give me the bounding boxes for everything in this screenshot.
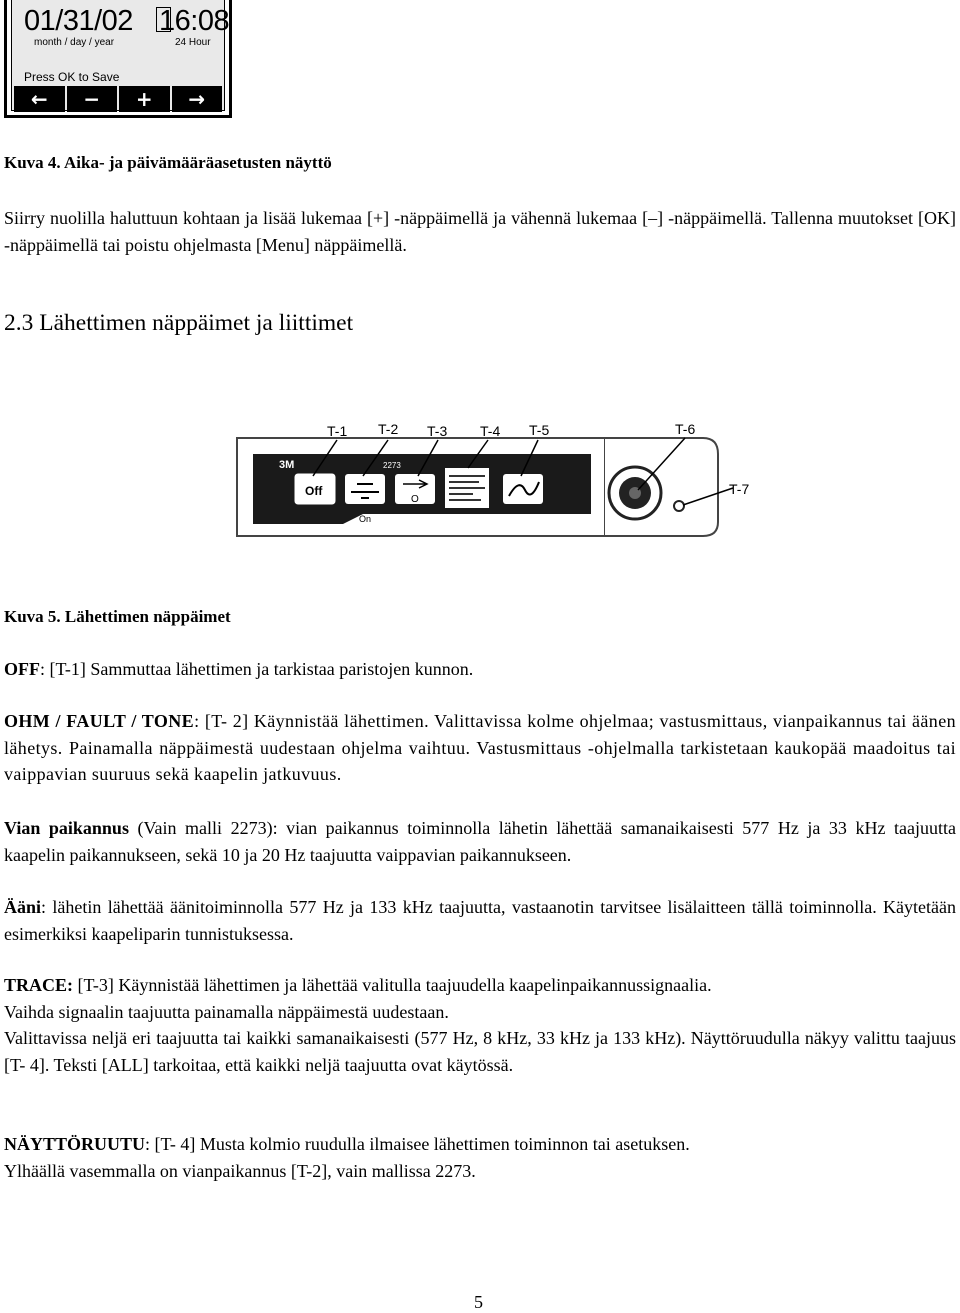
time-format-label: 24 Hour bbox=[175, 37, 211, 48]
vian-term: Vian paikannus bbox=[4, 818, 129, 838]
aani-term: Ääni bbox=[4, 897, 42, 917]
output-level-label: Output Level bbox=[499, 517, 539, 524]
section-heading: 2.3 Lähettimen näppäimet ja liittimet bbox=[4, 310, 354, 336]
naytto-paragraph bbox=[4, 1131, 956, 1184]
plus-icon[interactable]: + bbox=[119, 86, 170, 112]
off-button-label: Off bbox=[305, 484, 323, 498]
trace-term: TRACE: bbox=[4, 975, 74, 995]
trace-line2: Vaihda signaalin taajuutta painamalla näppäimestä uudestaan. bbox=[4, 1001, 449, 1022]
units-label: Ω V bbox=[449, 514, 465, 524]
minus-icon[interactable]: − bbox=[67, 86, 118, 112]
trace-paragraph bbox=[4, 972, 956, 1078]
time-value: 16:08 bbox=[159, 5, 230, 37]
lcd-display bbox=[11, 0, 230, 111]
arrow-left-icon[interactable]: ← bbox=[14, 86, 65, 112]
transmitter-panel-drawing bbox=[233, 418, 763, 540]
softkey-bar bbox=[14, 86, 222, 112]
callout-t1: T-1 bbox=[327, 423, 348, 439]
callout-t5: T-5 bbox=[529, 422, 550, 438]
vian-paragraph bbox=[4, 815, 956, 868]
ohm-text: : [T- 2] Käynnistää lähettimen. Valittavissa kolme ohjelmaa; vastusmittaus, vianpaikannus tai äänen lähetys. Painamalla näppäimestä uudestaan ohjelma vaihtuu. Vastusmittaus -ohjelmalla tarkistetaan kaukopää maadoitus tai vaippavian suuruus sekä kaapelin jatkuvuus. bbox=[4, 711, 956, 784]
callout-t4: T-4 bbox=[480, 423, 501, 439]
callout-t2: T-2 bbox=[378, 421, 399, 437]
off-text: : [T-1] Sammuttaa lähettimen ja tarkistaa paristojen kunnon. bbox=[40, 659, 474, 679]
trace-button-label: O bbox=[411, 494, 419, 505]
model-label: 2273 bbox=[383, 461, 401, 470]
aani-text: : lähetin lähettää äänitoiminnolla 577 Hz ja 133 kHz taajuutta, vastaanotin tarvitsee lisälaitteen tällä toiminnolla. Käytetään esimerkiksi kaapeliparin tunnistuksessa. bbox=[4, 897, 956, 944]
intro-paragraph: Siirry nuolilla haluttuun kohtaan ja lisää lukemaa [+] -näppäimellä ja vähennä lukemaa [–] -näppäimellä. Tallenna muutokset [OK] -näppäimellä tai poistu ohjelmasta [Menu] näppäimellä. bbox=[4, 208, 956, 255]
save-prompt: Press OK to Save bbox=[24, 70, 120, 84]
callout-t6: T-6 bbox=[675, 421, 696, 437]
date-value: 01/31/02 bbox=[24, 5, 133, 37]
off-term: OFF bbox=[4, 659, 40, 679]
figure-4-caption: Kuva 4. Aika- ja päivämääräasetusten näyttö bbox=[4, 153, 332, 172]
aani-paragraph bbox=[4, 894, 956, 947]
arrow-right-icon[interactable]: → bbox=[172, 86, 223, 112]
naytto-line2: Ylhäällä vasemmalla on vianpaikannus [T-2], vain mallissa 2273. bbox=[4, 1160, 476, 1181]
vian-text: (Vain malli 2273): vian paikannus toiminnolla lähetin lähettää samanaikaisesti 577 Hz ja 33 kHz taajuutta kaapelin paikannukseen, sekä 10 ja 20 Hz taajuutta vaippavian paikannukseen. bbox=[4, 818, 956, 865]
naytto-line1: : [T- 4] Musta kolmio ruudulla ilmaisee lähettimen toiminnon tai asetuksen. bbox=[145, 1134, 690, 1154]
callout-t7: T-7 bbox=[729, 481, 750, 497]
trace-line1: [T-3] Käynnistää lähettimen ja lähettää valitulla taajuudella kaapelinpaikannussignaalia. bbox=[73, 975, 712, 995]
figure-5-caption: Kuva 5. Lähettimen näppäimet bbox=[4, 607, 231, 626]
time-date-settings-screen bbox=[4, 0, 232, 118]
ohm-term: OHM / FAULT / TONE bbox=[4, 711, 195, 731]
page-number: 5 bbox=[474, 1292, 483, 1312]
trace-paragraph-2: Valittavissa neljä eri taajuutta tai kaikki samanaikaisesti (577 Hz, 8 kHz, 33 kHz ja 133 kHz). Näyttöruudulla näkyy valittu taajuus [T- 4]. Teksti [ALL] tarkoitaa, että kaikki neljä taajuutta ovat käytössä. bbox=[4, 1028, 956, 1075]
callout-t3: T-3 bbox=[427, 423, 448, 439]
brand-logo: 3M bbox=[279, 459, 295, 471]
transmitter-panel-figure bbox=[233, 418, 763, 540]
on-label: On bbox=[359, 514, 372, 524]
ohm-fault-tone-button bbox=[345, 474, 385, 504]
naytto-term: NÄYTTÖRUUTU bbox=[4, 1134, 146, 1154]
off-paragraph bbox=[4, 656, 956, 683]
output-level-button bbox=[503, 474, 543, 504]
ohm-fault-tone-paragraph bbox=[4, 708, 956, 788]
date-format-label: month / day / year bbox=[34, 37, 115, 48]
led-indicator-icon bbox=[674, 501, 684, 511]
